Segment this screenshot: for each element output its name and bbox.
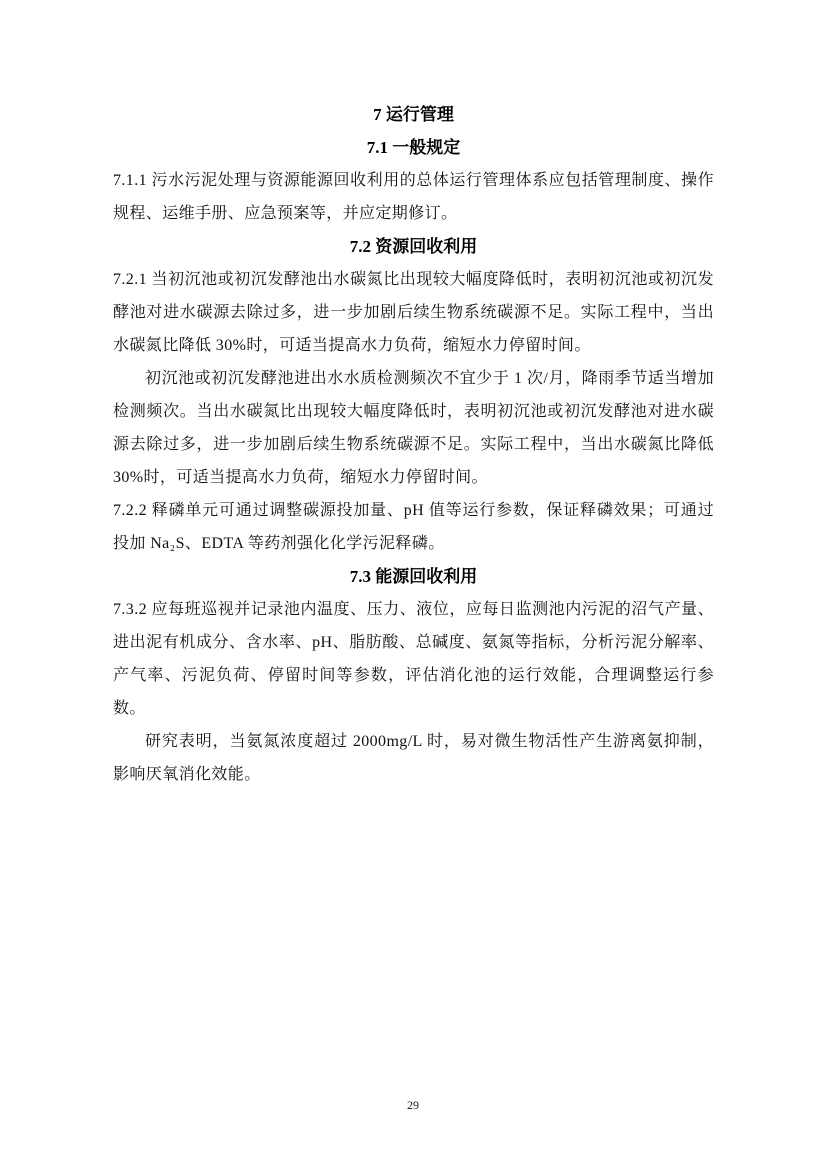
paragraph-7-2-1-note: 初沉池或初沉发酵池进出水水质检测频次不宜少于 1 次/月，降雨季节适当增加检测频次。当出水碳氮比出现较大幅度降低时，表明初沉池或初沉发酵池对进水碳源去除过多，进一步加剧后续生物系统碳源不足。实际工程中，当出水碳氮比降低 30%时，可适当提高水力负荷，缩短水力停留时间。 [113,370,714,486]
section-heading-7-2: 7.2 资源回收利用 [349,237,478,256]
paragraph-7-3-2-note: 研究表明，当氨氮浓度超过 2000mg/L 时，易对微生物活性产生游离氨抑制，影响厌氧消化效能。 [113,733,714,783]
paragraph-7-1-1: 7.1.1 污水污泥处理与资源能源回收利用的总体运行管理体系应包括管理制度、操作规程、运维手册、应急预案等，并应定期修订。 [113,172,714,222]
section-heading-7-1: 7.1 一般规定 [366,138,461,157]
paragraph-7-3-2: 7.3.2 应每班巡视并记录池内温度、压力、液位，应每日监测池内污泥的沼气产量、进出泥有机成分、含水率、pH、脂肪酸、总碱度、氨氮等指标，分析污泥分解率、产气率、污泥负荷、停留时间等参数，评估消化池的运行效能，合理调整运行参数。 [113,601,714,717]
section-heading-7-3: 7.3 能源回收利用 [349,567,478,586]
paragraph-7-2-1: 7.2.1 当初沉池或初沉发酵池出水碳氮比出现较大幅度降低时，表明初沉池或初沉发酵池对进水碳源去除过多，进一步加剧后续生物系统碳源不足。实际工程中，当出水碳氮比降低 30%时，可适当提高水力负荷，缩短水力停留时间。 [113,271,714,354]
page-number: 29 [407,1098,419,1112]
chapter-title: 7 运行管理 [373,105,454,124]
paragraph-7-2-2: 7.2.2 释磷单元可通过调整碳源投加量、pH 值等运行参数，保证释磷效果；可通过投加 Na₂S、EDTA 等药剂强化化学污泥释磷。 [113,502,714,552]
document-content [113,98,714,791]
